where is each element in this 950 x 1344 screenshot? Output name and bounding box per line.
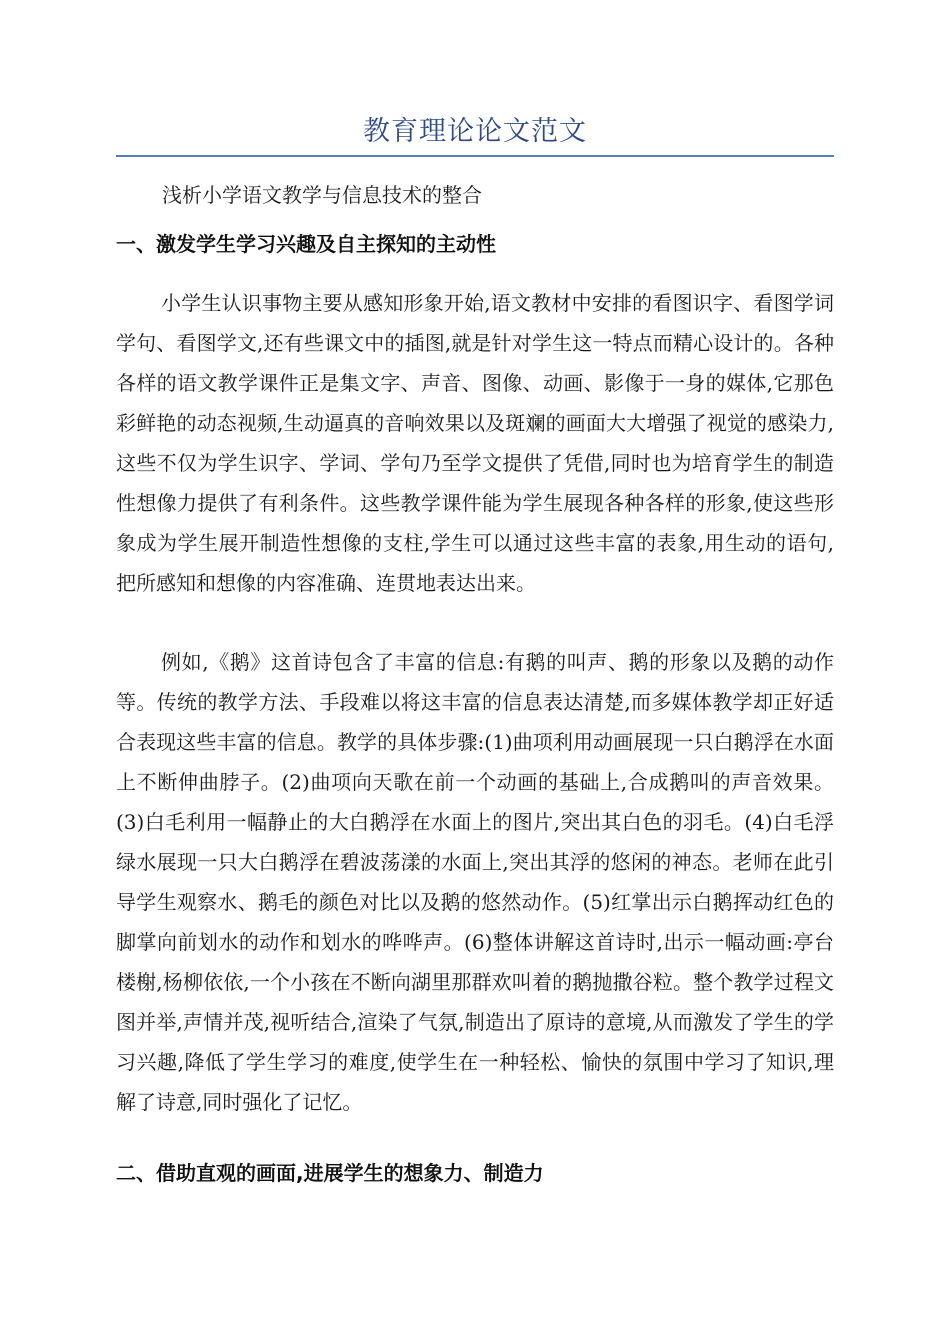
body-paragraph-1: 小学生认识事物主要从感知形象开始,语文教材中安排的看图识字、看图学词学句、看图学文,还有些课文中的插图,就是针对学生这一特点而精心设计的。各种各样的语文教学课件正是集文字、声音、图像、动画、影像于一身的媒体,它那色彩鲜艳的动态视频,生动逼真的音响效果以及斑斓的画面大大增强了视觉的感染力,这些不仅为学生识字、学词、学句乃至学文提供了凭借,同时也为培育学生的制造性想像力提供了有利条件。这些教学课件能为学生展现各种各样的形象,使这些形象成为学生展开制造性想像的支柱,学生可以通过这些丰富的表象,用生动的语句,把所感知和想像的内容准确、连贯地表达出来。 (116, 291, 834, 595)
document-title: 教育理论论文范文 (363, 116, 587, 147)
section-heading-2: 二、借助直观的画面,进展学生的想象力、制造力 (116, 1161, 544, 1185)
article-subtitle: 浅析小学语文教学与信息技术的整合 (162, 183, 482, 207)
body-paragraph-2: 例如,《鹅》这首诗包含了丰富的信息:有鹅的叫声、鹅的形象以及鹅的动作等。传统的教学方法、手段难以将这丰富的信息表达清楚,而多媒体教学却正好适合表现这些丰富的信息。教学的具体步骤:(1)曲项利用动画展现一只白鹅浮在水面上不断伸曲脖子。(2)曲项向天歌在前一个动画的基础上,合成鹅叫的声音效果。(3)白毛利用一幅静止的大白鹅浮在水面上的图片,突出其白色的羽毛。(4)白毛浮绿水展现一只大白鹅浮在碧波荡漾的水面上,突出其浮的悠闲的神态。老师在此引导学生观察水、鹅毛的颜色对比以及鹅的悠然动作。(5)红掌出示白鹅挥动红色的脚掌向前划水的动作和划水的哗哗声。(6)整体讲解这首诗时,出示一幅动画:亭台楼榭,杨柳依依,一个小孩在不断向湖里那群欢叫着的鹅抛撒谷粒。整个教学过程文图并举,声情并茂,视听结合,渲染了气氛,制造出了原诗的意境,从而激发了学生的学习兴趣,降低了学生学习的难度,使学生在一种轻松、愉快的氛围中学习了知识,理解了诗意,同时强化了记忆。 (116, 650, 834, 1114)
section-heading-1: 一、激发学生学习兴趣及自主探知的主动性 (116, 232, 496, 256)
title-underline (116, 155, 834, 157)
